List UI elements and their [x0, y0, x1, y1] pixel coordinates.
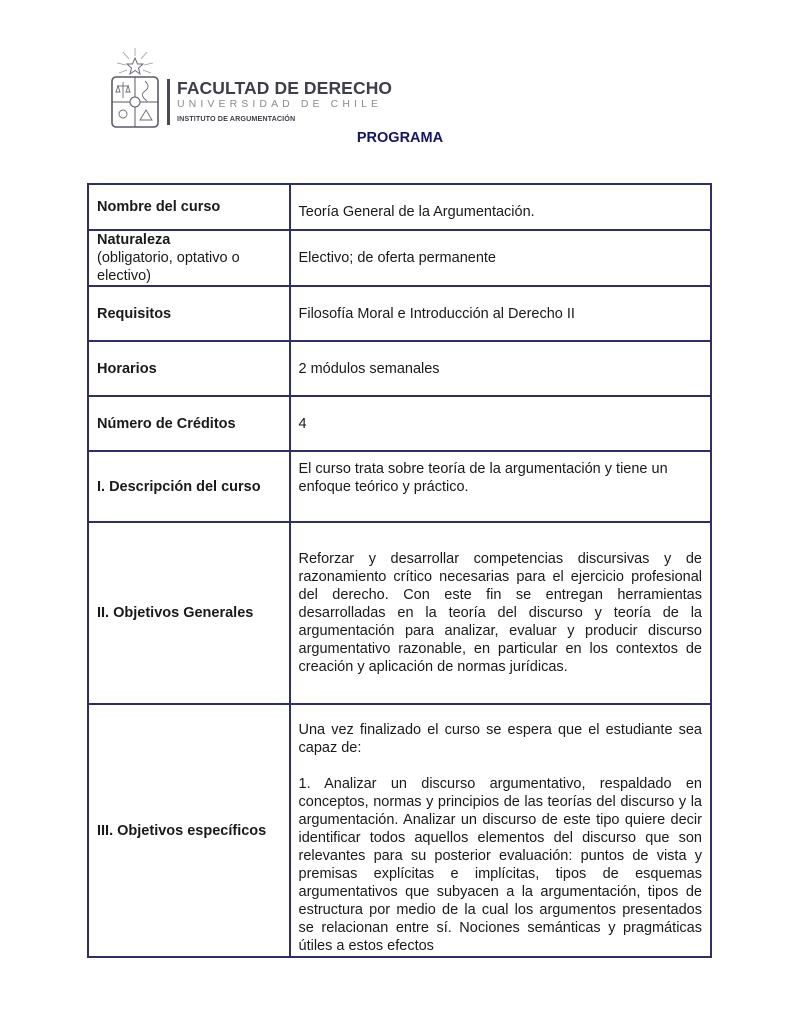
row-label-sub: (obligatorio, optativo o electivo) [97, 250, 240, 284]
row-label: Requisitos [88, 286, 290, 341]
table-row [88, 396, 711, 451]
row-value [290, 522, 712, 704]
table-row [88, 451, 711, 522]
specific-objectives-intro: Una vez finalizado el curso se espera que el estudiante sea capaz de: [298, 722, 702, 756]
row-label: II. Objetivos Generales [88, 522, 290, 704]
general-objectives-text: Reforzar y desarrollar competencias discursivas y de razonamiento crítico necesarias para el ejercicio profesional del derecho. Con este fin se entregan herramientas desarrolladas en la teoría del discurso y teoría de la argumentación para analizar, evaluar y producir discurso argumentativo razonable, en particular en los contextos de creación y aplicación de normas jurídicas. [298, 551, 702, 675]
row-value: Electivo; de oferta permanente [290, 230, 712, 286]
table-row [88, 341, 711, 396]
specific-objective-1: 1. Analizar un discurso argumentativo, respaldado en conceptos, normas y principios de las teorías del discurso y la argumentación. Analizar un discurso de este tipo quiere decir identificar todos aquellos elementos del discurso que son relevantes para su posterior evaluación: puntos de vista y premisas explícitas e implícitas, tipos de esquemas argumentativos que subyacen a la argumentación, tipos de estructura por medio de la cual los argumentos presentados se relacionan entre sí. Nociones semánticas y pragmáticas útiles a estos efectos [298, 776, 702, 954]
logo-institute: INSTITUTO DE ARGUMENTACIÓN [177, 114, 296, 123]
logo-subtitle: UNIVERSIDAD DE CHILE [177, 98, 383, 110]
row-value: Teoría General de la Argumentación. [290, 184, 712, 230]
faculty-logo [107, 46, 393, 130]
row-value [290, 704, 712, 957]
table-row [88, 522, 711, 704]
table-row [88, 286, 711, 341]
program-table [87, 183, 712, 958]
logo-title: FACULTAD DE DERECHO [177, 78, 393, 98]
description-text: El curso trata sobre teoría de la argumentación y tiene un enfoque teórico y práctico. [298, 461, 668, 495]
table-row [88, 704, 711, 957]
row-value: 4 [290, 396, 712, 451]
table-row [88, 184, 711, 230]
row-label: Horarios [88, 341, 290, 396]
row-value: 2 módulos semanales [290, 341, 712, 396]
university-crest-icon [109, 46, 161, 130]
row-label: Nombre del curso [88, 184, 290, 230]
row-label: I. Descripción del curso [88, 451, 290, 522]
document-title: PROGRAMA [356, 130, 444, 146]
row-label-main: Naturaleza [97, 232, 171, 248]
row-label [88, 230, 290, 286]
logo-divider [167, 79, 170, 125]
row-value: Filosofía Moral e Introducción al Derecho II [290, 286, 712, 341]
table-row [88, 230, 711, 286]
row-label: III. Objetivos específicos [88, 704, 290, 957]
row-label: Número de Créditos [88, 396, 290, 451]
row-value [290, 451, 712, 522]
